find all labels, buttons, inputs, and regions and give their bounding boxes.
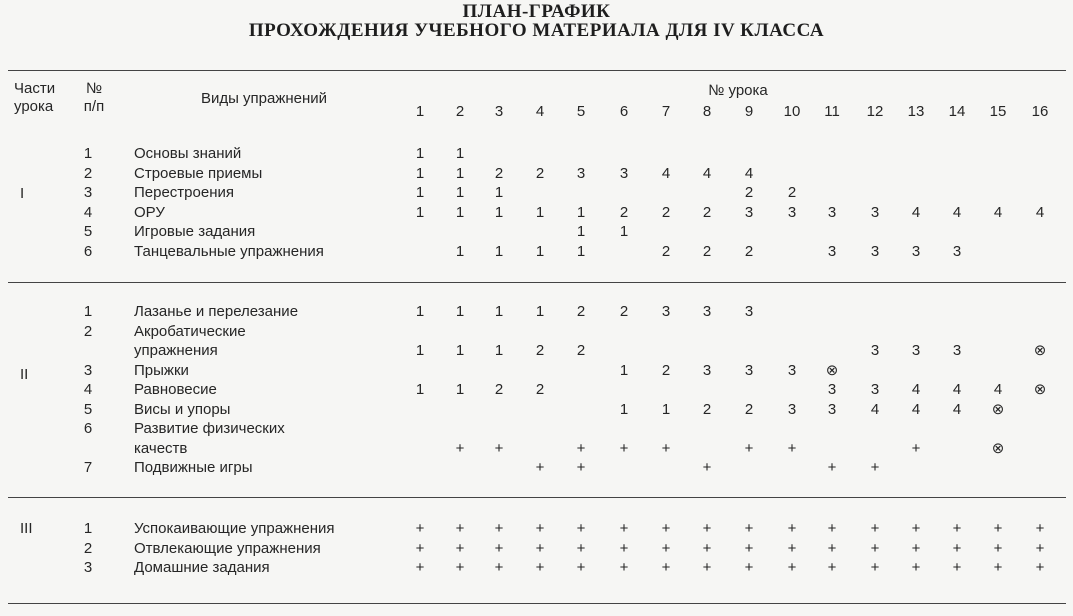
- lesson-cell: 3: [911, 342, 921, 359]
- header-num-line-1: №: [85, 80, 103, 97]
- lesson-cell: +: [744, 559, 754, 576]
- lesson-cell: +: [535, 559, 545, 576]
- lesson-cell: +: [455, 520, 465, 537]
- lesson-cell: 1: [455, 184, 465, 201]
- lesson-cell: 1: [455, 145, 465, 162]
- exercise-name: Висы и упоры: [134, 400, 231, 418]
- exercise-name: Лазанье и перелезание: [134, 303, 299, 320]
- lesson-cell: +: [415, 520, 425, 537]
- lesson-cell: +: [535, 520, 545, 537]
- lesson-cell: 2: [576, 342, 586, 359]
- lesson-cell: +: [993, 559, 1003, 576]
- lesson-cell: +: [787, 520, 797, 537]
- lesson-cell: 2: [535, 381, 545, 398]
- lesson-cell: +: [455, 559, 465, 576]
- lesson-cell: +: [870, 539, 880, 557]
- lesson-cell: 2: [702, 203, 712, 221]
- lesson-cell: +: [494, 439, 504, 457]
- lesson-cell: +: [911, 520, 921, 537]
- lesson-cell: 2: [661, 203, 671, 221]
- lesson-cell: +: [1035, 520, 1045, 537]
- lesson-number-9: 9: [744, 103, 754, 120]
- lesson-cell: 3: [827, 381, 837, 398]
- lesson-cell: 1: [415, 342, 425, 359]
- lesson-cell: 3: [870, 342, 880, 359]
- lesson-cell: +: [870, 559, 880, 576]
- lesson-cell: +: [1035, 559, 1045, 576]
- lesson-cell: 3: [744, 303, 754, 320]
- row-number: 4: [83, 203, 93, 221]
- lesson-cell: 3: [702, 361, 712, 379]
- section-part-I: I: [20, 185, 25, 202]
- lesson-cell: 4: [702, 164, 712, 182]
- lesson-cell: +: [702, 520, 712, 537]
- lesson-cell: 2: [576, 303, 586, 320]
- lesson-cell: 1: [455, 303, 465, 320]
- lesson-cell: 4: [911, 400, 921, 418]
- row-number: 5: [83, 223, 93, 240]
- lesson-cell: ⊗: [1033, 381, 1047, 398]
- lesson-cell: 3: [619, 164, 629, 182]
- header-part-line-2: урока: [14, 98, 54, 115]
- lesson-cell: +: [661, 439, 671, 457]
- lesson-cell: +: [415, 559, 425, 576]
- lesson-cell: +: [661, 520, 671, 537]
- lesson-number-1: 1: [415, 103, 425, 120]
- lesson-cell: 3: [744, 361, 754, 379]
- lesson-cell: 2: [661, 361, 671, 379]
- lesson-cell: 4: [952, 381, 962, 398]
- lesson-cell: +: [576, 520, 586, 537]
- row-number: 3: [83, 184, 93, 201]
- lesson-number-11: 11: [824, 103, 840, 120]
- lesson-cell: 1: [535, 203, 545, 221]
- row-number: 1: [83, 520, 93, 537]
- section-rule: [8, 497, 1066, 498]
- lesson-number-8: 8: [702, 103, 712, 120]
- lesson-cell: +: [787, 559, 797, 576]
- exercise-name: Игровые задания: [134, 223, 256, 240]
- lesson-cell: +: [576, 559, 586, 576]
- lesson-cell: 2: [661, 242, 671, 260]
- header-num-line-2: п/п: [83, 98, 105, 115]
- title-line-1: ПЛАН-ГРАФИК: [462, 1, 611, 22]
- lesson-cell: 3: [787, 400, 797, 418]
- lesson-cell: 2: [744, 242, 754, 260]
- lesson-cell: 3: [827, 203, 837, 221]
- lesson-cell: +: [870, 459, 880, 476]
- lesson-cell: 1: [415, 381, 425, 398]
- lesson-cell: 1: [455, 381, 465, 398]
- lesson-cell: 2: [619, 303, 629, 320]
- lesson-cell: 1: [494, 184, 504, 201]
- lesson-cell: +: [870, 520, 880, 537]
- lesson-cell: 1: [415, 145, 425, 162]
- lesson-cell: +: [787, 439, 797, 457]
- lesson-cell: 1: [576, 223, 586, 240]
- exercise-name: Перестроения: [134, 184, 234, 201]
- lesson-cell: +: [952, 559, 962, 576]
- row-number: 4: [83, 381, 93, 398]
- lesson-cell: 3: [870, 203, 880, 221]
- lesson-number-4: 4: [535, 103, 545, 120]
- lesson-cell: +: [455, 539, 465, 557]
- lesson-cell: ⊗: [991, 439, 1005, 457]
- lesson-cell: 1: [661, 400, 671, 418]
- row-number: 1: [83, 145, 93, 162]
- lesson-cell: 1: [619, 361, 629, 379]
- lesson-cell: 2: [535, 164, 545, 182]
- lesson-cell: +: [661, 539, 671, 557]
- lesson-number-14: 14: [948, 103, 966, 120]
- lesson-cell: 4: [993, 381, 1003, 398]
- header-lessons: № урока: [708, 82, 768, 99]
- lesson-cell: 1: [455, 203, 465, 221]
- lesson-cell: 4: [1035, 203, 1045, 221]
- lesson-cell: 1: [619, 223, 629, 240]
- lesson-cell: +: [494, 520, 504, 537]
- lesson-cell: +: [702, 459, 712, 476]
- lesson-number-5: 5: [576, 103, 586, 120]
- lesson-cell: +: [911, 559, 921, 576]
- top-rule: [8, 70, 1066, 71]
- lesson-cell: 4: [952, 203, 962, 221]
- row-number: 2: [83, 164, 93, 182]
- lesson-cell: 1: [494, 342, 504, 359]
- lesson-cell: 1: [415, 164, 425, 182]
- lesson-cell: +: [827, 539, 837, 557]
- lesson-cell: 3: [744, 203, 754, 221]
- lesson-cell: 4: [744, 164, 754, 182]
- lesson-cell: 1: [535, 303, 545, 320]
- lesson-cell: 1: [415, 184, 425, 201]
- exercise-name: качеств: [134, 439, 188, 457]
- lesson-cell: 3: [952, 242, 962, 260]
- lesson-cell: 2: [619, 203, 629, 221]
- lesson-cell: 3: [661, 303, 671, 320]
- lesson-cell: +: [744, 539, 754, 557]
- lesson-cell: 2: [744, 184, 754, 201]
- lesson-cell: 2: [787, 184, 797, 201]
- lesson-cell: +: [827, 559, 837, 576]
- lesson-cell: +: [619, 520, 629, 537]
- lesson-cell: +: [494, 559, 504, 576]
- lesson-number-2: 2: [455, 103, 465, 120]
- lesson-cell: 1: [455, 342, 465, 359]
- lesson-cell: +: [702, 559, 712, 576]
- lesson-number-10: 10: [783, 103, 801, 120]
- lesson-cell: 3: [911, 242, 921, 260]
- lesson-cell: 2: [494, 164, 504, 182]
- exercise-name: Подвижные игры: [134, 459, 253, 476]
- exercise-name: упражнения: [134, 342, 218, 359]
- lesson-cell: 2: [702, 242, 712, 260]
- lesson-cell: 3: [702, 303, 712, 320]
- lesson-cell: +: [911, 539, 921, 557]
- exercise-name: Строевые приемы: [134, 164, 263, 182]
- lesson-cell: 4: [952, 400, 962, 418]
- exercise-name: Основы знаний: [134, 145, 242, 162]
- exercise-name: Успокаивающие упражнения: [134, 520, 335, 537]
- lesson-cell: +: [702, 539, 712, 557]
- lesson-cell: 1: [494, 203, 504, 221]
- row-number: 2: [83, 539, 93, 557]
- lesson-cell: 1: [576, 203, 586, 221]
- lesson-cell: 2: [494, 381, 504, 398]
- lesson-cell: +: [952, 520, 962, 537]
- lesson-cell: 3: [827, 242, 837, 260]
- lesson-cell: +: [827, 459, 837, 476]
- exercise-name: Акробатические: [134, 322, 246, 340]
- lesson-cell: 2: [535, 342, 545, 359]
- row-number: 3: [83, 559, 93, 576]
- lesson-cell: 1: [415, 303, 425, 320]
- lesson-cell: ⊗: [1033, 342, 1047, 359]
- header-part-line-1: Части: [14, 80, 56, 97]
- lesson-cell: +: [576, 439, 586, 457]
- exercise-name: Прыжки: [134, 361, 189, 379]
- lesson-cell: +: [744, 439, 754, 457]
- lesson-cell: +: [619, 439, 629, 457]
- lesson-cell: 3: [787, 361, 797, 379]
- lesson-cell: +: [787, 539, 797, 557]
- lesson-cell: +: [494, 539, 504, 557]
- exercise-name: Отвлекающие упражнения: [134, 539, 321, 557]
- lesson-cell: +: [661, 559, 671, 576]
- lesson-cell: 3: [952, 342, 962, 359]
- lesson-cell: +: [535, 459, 545, 476]
- lesson-cell: ⊗: [991, 400, 1005, 418]
- lesson-cell: +: [619, 559, 629, 576]
- lesson-cell: +: [1035, 539, 1045, 557]
- row-number: 7: [83, 459, 93, 476]
- lesson-cell: 1: [415, 203, 425, 221]
- row-number: 6: [83, 242, 93, 260]
- lesson-cell: 3: [870, 381, 880, 398]
- row-number: 3: [83, 361, 93, 379]
- lesson-cell: 1: [576, 242, 586, 260]
- exercise-name: Равновесие: [134, 381, 217, 398]
- lesson-number-3: 3: [494, 103, 504, 120]
- header-types: Виды упражнений: [200, 90, 328, 107]
- lesson-cell: 1: [455, 164, 465, 182]
- lesson-cell: 1: [494, 242, 504, 260]
- lesson-cell: 4: [661, 164, 671, 182]
- lesson-cell: +: [455, 439, 465, 457]
- lesson-cell: +: [576, 539, 586, 557]
- lesson-cell: +: [827, 520, 837, 537]
- exercise-name: Домашние задания: [134, 559, 270, 576]
- lesson-number-16: 16: [1031, 103, 1049, 120]
- exercise-name: ОРУ: [134, 203, 165, 221]
- lesson-cell: +: [415, 539, 425, 557]
- lesson-cell: +: [744, 520, 754, 537]
- lesson-number-15: 15: [989, 103, 1007, 120]
- lesson-cell: +: [993, 539, 1003, 557]
- lesson-cell: 3: [787, 203, 797, 221]
- exercise-name: Танцевальные упражнения: [134, 242, 324, 260]
- lesson-cell: 1: [619, 400, 629, 418]
- lesson-cell: 4: [870, 400, 880, 418]
- lesson-cell: +: [911, 439, 921, 457]
- lesson-number-7: 7: [661, 103, 671, 120]
- section-part-II: II: [20, 366, 29, 383]
- exercise-name: Развитие физических: [134, 420, 285, 437]
- lesson-cell: +: [993, 520, 1003, 537]
- lesson-cell: +: [576, 459, 586, 476]
- lesson-cell: +: [619, 539, 629, 557]
- row-number: 1: [83, 303, 93, 320]
- lesson-cell: 2: [702, 400, 712, 418]
- section-rule: [8, 603, 1066, 604]
- lesson-cell: 4: [993, 203, 1003, 221]
- lesson-cell: 2: [744, 400, 754, 418]
- lesson-number-12: 12: [866, 103, 884, 120]
- title-line-2: ПРОХОЖДЕНИЯ УЧЕБНОГО МАТЕРИАЛА ДЛЯ IV КЛАССА: [248, 20, 825, 41]
- lesson-cell: 3: [870, 242, 880, 260]
- lesson-cell: 4: [911, 203, 921, 221]
- lesson-cell: 3: [576, 164, 586, 182]
- row-number: 5: [83, 400, 93, 418]
- lesson-cell: +: [952, 539, 962, 557]
- lesson-cell: 1: [455, 242, 465, 260]
- row-number: 2: [83, 322, 93, 340]
- lesson-cell: ⊗: [825, 361, 839, 379]
- row-number: 6: [83, 420, 93, 437]
- lesson-number-6: 6: [619, 103, 629, 120]
- lesson-cell: 1: [535, 242, 545, 260]
- lesson-cell: +: [535, 539, 545, 557]
- lesson-cell: 4: [911, 381, 921, 398]
- section-rule: [8, 282, 1066, 283]
- lesson-cell: 1: [494, 303, 504, 320]
- lesson-number-13: 13: [907, 103, 925, 120]
- lesson-cell: 3: [827, 400, 837, 418]
- section-part-III: III: [20, 520, 33, 537]
